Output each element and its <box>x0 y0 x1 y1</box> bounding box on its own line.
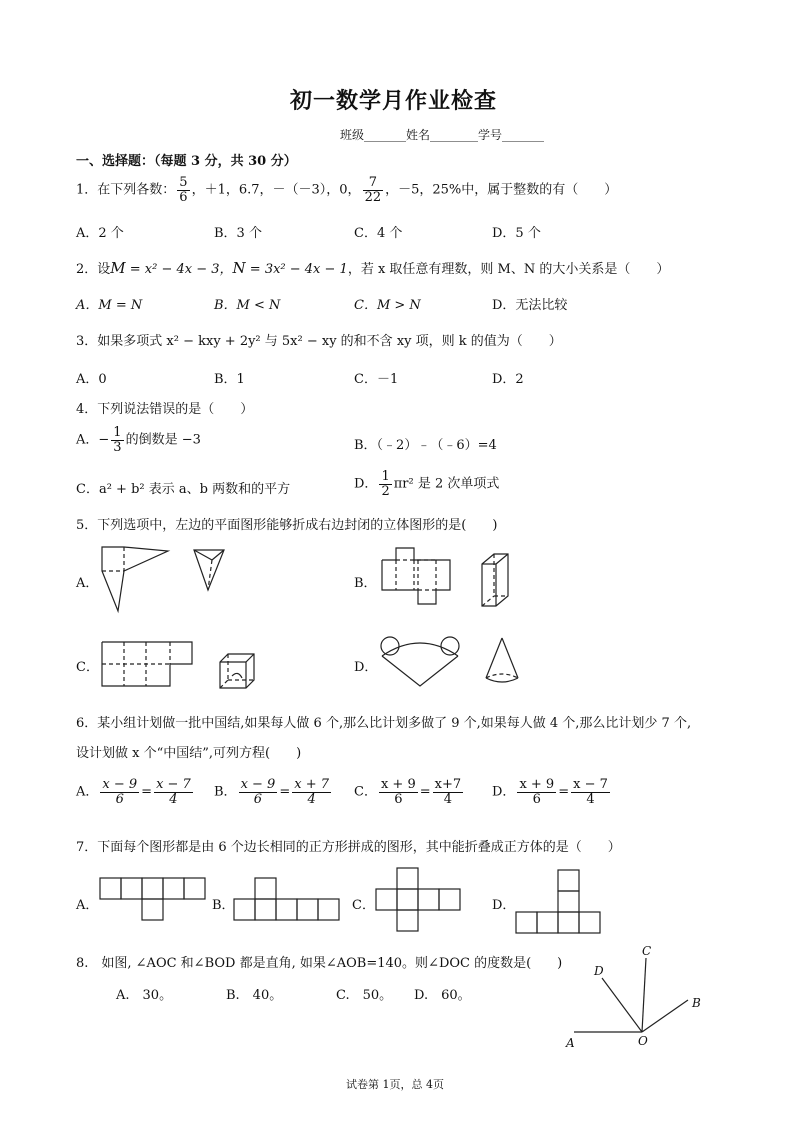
q1-fraction-1: $\frac{5}{6}$ <box>179 175 188 205</box>
q7-option-d[interactable]: D． <box>492 898 516 913</box>
q5-option-c[interactable]: C． <box>76 660 99 675</box>
q6-option-c[interactable]: C． $\frac{x + 9}{6}$ = $\frac{x+7}{4}$ <box>354 777 462 807</box>
q2-option-b[interactable]: B．M < N <box>214 298 281 313</box>
q8-option-b[interactable]: B. 40。 <box>226 988 283 1003</box>
q7-c-net-figure <box>374 866 466 932</box>
q8-label-b: B <box>692 996 701 1010</box>
question-1 <box>76 176 617 204</box>
q6-option-d[interactable]: D． $\frac{x + 9}{6}$ = $\frac{x - 7}{4}$ <box>492 777 608 807</box>
q7-a-net-figure <box>98 876 210 922</box>
q8-option-d[interactable]: D. 60。 <box>414 988 471 1003</box>
q1-option-d[interactable]: D．5 个 <box>492 226 541 241</box>
q2-option-a[interactable]: A．M = N <box>76 298 143 313</box>
question-8: 8. 如图, ∠AOC 和∠BOD 都是直角, 如果∠AOB=140。则∠DOC 的度数是( ) <box>76 956 563 971</box>
q3-option-b[interactable]: B．1 <box>214 372 245 387</box>
q4-option-c[interactable]: C．a² + b² 表示 a、b 两数和的平方 <box>76 482 291 497</box>
q7-option-c[interactable]: C． <box>352 898 375 913</box>
q2-option-c[interactable]: C．M > N <box>354 298 421 313</box>
q7-option-b[interactable]: B． <box>212 898 235 913</box>
q1-stem-c: ，－5，25%中，属于整数的有（ ） <box>385 182 618 198</box>
question-6-line1: 6．某小组计划做一批中国结,如果每人做 6 个,那么比计划多做了 9 个,如果每人做 4 个,那么比计划少 7 个, <box>76 716 692 731</box>
page-title: 初一数学月作业检查 <box>290 88 498 114</box>
q5-d-cone-figure <box>482 636 522 688</box>
q7-d-net-figure <box>514 868 606 934</box>
q5-a-pyramid-figure <box>190 546 230 596</box>
q6-option-b[interactable]: B． $\frac{x - 9}{6}$ = $\frac{x + 7}{4}$ <box>214 777 329 807</box>
student-info-line: 班级_______姓名________学号_______ <box>340 128 545 142</box>
q5-option-a[interactable]: A． <box>76 576 99 591</box>
q1-option-b[interactable]: B．3 个 <box>214 226 262 241</box>
q7-b-net-figure <box>232 876 344 922</box>
q5-b-prism-figure <box>480 552 512 610</box>
q2-option-d[interactable]: D．无法比较 <box>492 298 568 313</box>
q5-b-net-figure <box>380 546 460 606</box>
q1-option-c[interactable]: C．4 个 <box>354 226 403 241</box>
question-2: 2．设M = x² − 4x − 3，N = 3x² − 4x − 1，若 x 取任意有理数，则 M、N 的大小关系是（ ） <box>76 259 670 277</box>
q1-fraction-2: $\frac{7}{22}$ <box>364 175 382 205</box>
question-4: 4．下列说法错误的是（ ） <box>76 402 254 417</box>
q5-d-net-figure <box>376 634 466 690</box>
q8-label-d: D <box>594 964 604 978</box>
q4-option-a[interactable]: A．− $\frac{1}{3}$ 的倒数是 −3 <box>76 425 201 455</box>
question-3: 3．如果多项式 x² − kxy + 2y² 与 5x² − xy 的和不含 xy 项，则 k 的值为（ ） <box>76 334 562 349</box>
q8-option-c[interactable]: C. 50。 <box>336 988 393 1003</box>
q6-option-a[interactable]: A． $\frac{x - 9}{6}$ = $\frac{x - 7}{4}$ <box>76 777 191 807</box>
page-footer: 试卷第 1页，总 4页 <box>346 1078 444 1091</box>
q3-option-c[interactable]: C．－1 <box>354 372 399 387</box>
q8-label-a: A <box>566 1036 575 1050</box>
q3-option-d[interactable]: D．2 <box>492 372 524 387</box>
q5-option-d[interactable]: D． <box>354 660 378 675</box>
q7-option-a[interactable]: A． <box>76 898 99 913</box>
q8-option-a[interactable]: A. 30。 <box>116 988 173 1003</box>
q5-c-net-figure <box>100 640 200 690</box>
section-heading: 一、选择题：（每题 3 分，共 30 分） <box>76 154 297 169</box>
q4-option-d[interactable]: D． $\frac{1}{2}$ πr² 是 2 次单项式 <box>354 469 500 499</box>
q5-c-cube-figure <box>218 652 258 692</box>
q8-label-c: C <box>642 944 652 958</box>
q1-option-a[interactable]: A．2 个 <box>76 226 124 241</box>
q1-stem-b: ，＋1，6.7，－（－3），0， <box>191 182 361 198</box>
q8-label-o: O <box>638 1034 648 1048</box>
q3-option-a[interactable]: A．0 <box>76 372 107 387</box>
q1-stem-a: 1．在下列各数： <box>76 182 176 198</box>
question-7: 7．下面每个图形都是由 6 个边长相同的正方形拼成的图形，其中能折叠成正方体的是（ ） <box>76 840 621 855</box>
question-5: 5．下列选项中，左边的平面图形能够折成右边封闭的立体图形的是( ) <box>76 518 498 533</box>
question-6-line2: 设计划做 x 个“中国结”,可列方程( ) <box>76 746 302 761</box>
q5-option-b[interactable]: B． <box>354 576 377 591</box>
q4-option-b[interactable]: B．（﹣2）﹣（﹣6）=4 <box>354 438 497 453</box>
